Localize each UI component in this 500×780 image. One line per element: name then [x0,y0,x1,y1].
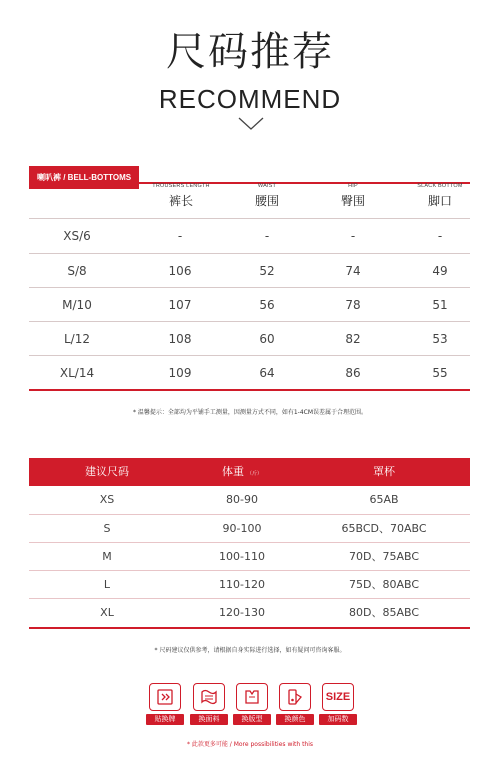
service-tag-swap: 贴换牌 [145,683,185,725]
pattern-swap-icon [242,688,262,706]
table-row: L 110-120 75D、80ABC [103,578,420,591]
recommend-table-header [29,458,470,486]
col-header-waist: WAIST 腰围 [254,183,279,208]
table-bottom-rule [29,389,470,391]
service-fabric-swap: 换面料 [189,683,229,725]
tag-swap-icon [155,688,175,706]
col-header-hip: HIP 臀围 [340,183,365,208]
table-row: M/10 107 56 78 51 [62,298,448,312]
table-row: L/12 108 60 82 53 [64,332,448,346]
color-swap-icon [285,688,305,706]
table-row: S/8 106 52 74 49 [67,264,448,278]
table-row: XL/14 109 64 86 55 [59,366,448,380]
table-row: XS/6 - - - - [63,229,443,243]
fabric-swap-icon [199,688,219,706]
recommend-note: * 尺码建议仅供参考，请根据自身实际进行选择，如有疑问可咨询客服。 [154,647,346,654]
col-header-size: 建议尺码 [85,465,129,478]
table-row: XL 120-130 80D、85ABC [100,606,420,619]
service-size-add: SIZE 加码数 [318,683,358,725]
more-possibilities-text: * 此款更多可能 / More possibilities with this [186,741,314,748]
table-row: M 100-110 70D、75ABC [102,550,420,563]
size-add-icon: SIZE [322,683,354,711]
measurement-note: * 温馨提示：全部均为平铺手工测量，因测量方式不同，如有1-4CM误差属于合理范围。 [132,409,368,416]
service-pattern-swap: 换版型 [232,683,272,725]
col-header-slack-bottom: SLACK BOTTOM 脚口 [417,183,463,208]
chevron-down-icon [238,117,264,131]
table-row: S 90-100 65BCD、70ABC [103,522,427,535]
col-header-weight: 体重 （斤） [221,465,262,478]
table-bottom-rule [29,627,470,629]
page-subtitle: RECOMMEND [158,84,342,114]
page-title: 尺码推荐 [166,29,334,75]
col-header-length: TROUSERS LENGTH 裤长 [152,183,210,208]
col-header-cup: 罩杯 [373,465,395,478]
service-color-swap: 换颜色 [275,683,315,725]
category-tag: 喇叭裤 / BELL-BOTTOMS [29,166,139,189]
table-row: XS 80-90 65AB [99,493,399,506]
